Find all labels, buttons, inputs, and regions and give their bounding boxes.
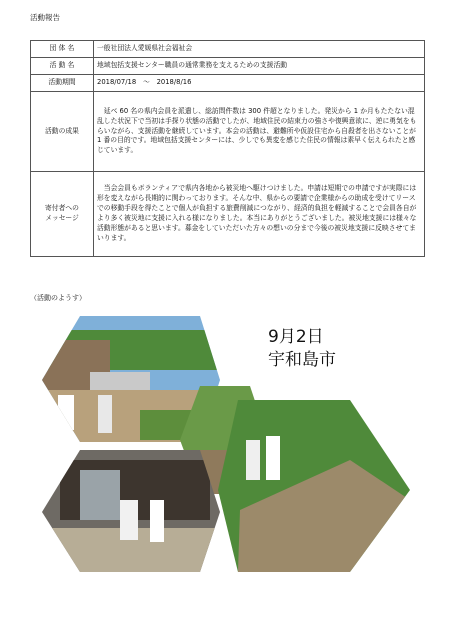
message-value: 当会会員もボランティアで県内各地から被災地へ駆けつけました。申請は短期での申請ですが実際には形を変えながら長期的に関わっております。そんな中、県からの要請で企業様からの助成を受けてリースでの移動手段を得たことで個人が負担する旅費削減につながり、経済的負担を軽減することで会員各自がより多く被災地に支援に入れる様になりました。本当にありがとうございました。被災地支援には様々な活動形態があると思います。募金をしていただいた方々の想いの分まで今後の被災地支援に反映させてまいります。 [94,172,425,257]
row-organization [31,41,425,58]
photo-landslide [210,390,420,580]
result-value: 延べ 60 名の県内会員を派遣し、総訪問件数は 300 件超となりました。発災から 1 か月もたたない混乱した状況下で当初は手探り状態の活動でしたが、地域住民の結束力の強さや復興意欲に、逆に勇気をもらいながら、支援活動を継続しています。本会の活動は、避難所や仮設住宅から自殺者を出さないことが 1 番の目的です。地域包括支援センターには、少しでも異変を感じた住民の情報は素早く伝えられたと感じています。 [94,92,425,172]
row-result [31,92,425,172]
row-message [31,172,425,257]
row-activity-name [31,58,425,75]
result-key: 活動の成果 [31,92,94,172]
period-key: 活動期間 [31,75,94,92]
row-period [31,75,425,92]
report-label: 活動報告 [30,13,60,22]
activity-name-value: 地域包括支援センター職員の通常業務を支えるための支援活動 [94,58,425,75]
photo-caption [268,326,336,372]
org-key: 団 体 名 [31,41,94,58]
message-key: 寄付者への メッセージ [31,172,94,257]
activity-name-key: 活 動 名 [31,58,94,75]
report-table [30,40,425,257]
photo-collage [20,300,440,600]
org-value: 一般社団法人愛媛県社会福祉会 [94,41,425,58]
caption-place: 宇和島市 [268,349,336,370]
photos-label: （活動のようす） [30,294,86,302]
caption-date: 9月2日 [268,327,324,347]
period-value: 2018/07/18 ～ 2018/8/16 [94,75,425,92]
